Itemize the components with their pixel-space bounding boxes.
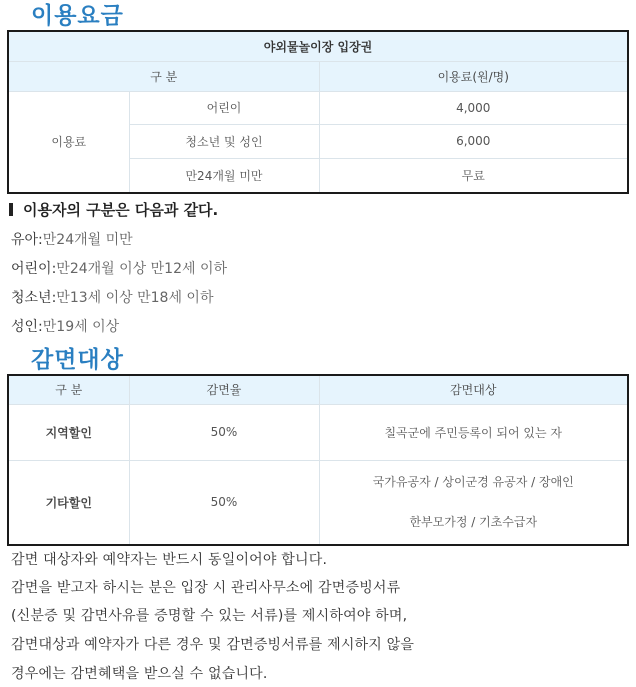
note-line: 감면대상과 예약자가 다른 경우 및 감면증빙서류를 제시하지 않을 [11, 637, 415, 653]
discount-col-rate: 감면율 [129, 375, 319, 404]
discount-category-cell: 기타할인 [8, 460, 129, 545]
fee-col-fee: 이용료(원/명) [319, 61, 628, 91]
discount-rate-cell: 50% [129, 404, 319, 460]
user-division-heading [9, 199, 218, 220]
discount-target-cell: 칠곡군에 주민등록이 되어 있는 자 [319, 404, 628, 460]
fee-table-title-row [8, 31, 628, 61]
division-value: 만24개월 이상 만12세 이하 [56, 261, 227, 277]
discount-category-cell: 지역할인 [8, 404, 129, 460]
discount-target-line: 국가유공자 / 상이군경 유공자 / 장애인 [372, 475, 574, 490]
note-line: 경우에는 감면혜택을 받으실 수 없습니다. [11, 666, 268, 682]
division-value: 만19세 이상 [42, 319, 120, 335]
division-label: 유아: [11, 232, 43, 248]
discount-section-title: 감면대상 [31, 347, 124, 373]
heading-bar-icon [9, 203, 13, 216]
discount-table-header-row [8, 375, 628, 404]
fee-col-category: 구 분 [8, 61, 319, 91]
division-label: 어린이: [11, 261, 57, 277]
division-label: 청소년: [11, 290, 57, 306]
fee-section-title: 이용요금 [31, 3, 124, 29]
discount-table [7, 374, 629, 546]
user-division-heading-text: 이용자의 구분은 다음과 같다. [23, 201, 219, 219]
user-division-item [11, 316, 119, 336]
note-line: 감면을 받고자 하시는 분은 입장 시 관리사무소에 감면증빙서류 [11, 580, 401, 596]
table-row [8, 404, 628, 460]
note-line: (신분증 및 감면사유를 증명할 수 있는 서류)를 제시하여야 하며, [11, 608, 408, 624]
discount-col-category: 구 분 [8, 375, 129, 404]
discount-target-cell [319, 460, 628, 545]
fee-category-cell: 어린이 [129, 91, 319, 124]
fee-value-cell: 4,000 [319, 91, 628, 124]
fee-value-cell: 무료 [319, 158, 628, 193]
fee-category-cell: 청소년 및 성인 [129, 124, 319, 158]
division-label: 성인: [11, 319, 43, 335]
table-row [8, 460, 628, 545]
user-division-item [11, 229, 133, 249]
division-value: 만13세 이상 만18세 이하 [56, 290, 214, 306]
table-row [8, 91, 628, 124]
fee-value-cell: 6,000 [319, 124, 628, 158]
note-line: 감면 대상자와 예약자는 반드시 동일이어야 합니다. [11, 552, 328, 568]
fee-row-label: 이용료 [8, 91, 129, 193]
fee-table-title: 야외물놀이장 입장권 [8, 31, 628, 61]
user-division-item [11, 258, 227, 278]
fee-table [7, 30, 629, 194]
user-division-item [11, 287, 213, 307]
discount-col-target: 감면대상 [319, 375, 628, 404]
discount-rate-cell: 50% [129, 460, 319, 545]
fee-category-cell: 만24개월 미만 [129, 158, 319, 193]
fee-table-header-row [8, 61, 628, 91]
discount-target-line: 한부모가정 / 기초수급자 [409, 515, 538, 530]
division-value: 만24개월 미만 [42, 232, 133, 248]
